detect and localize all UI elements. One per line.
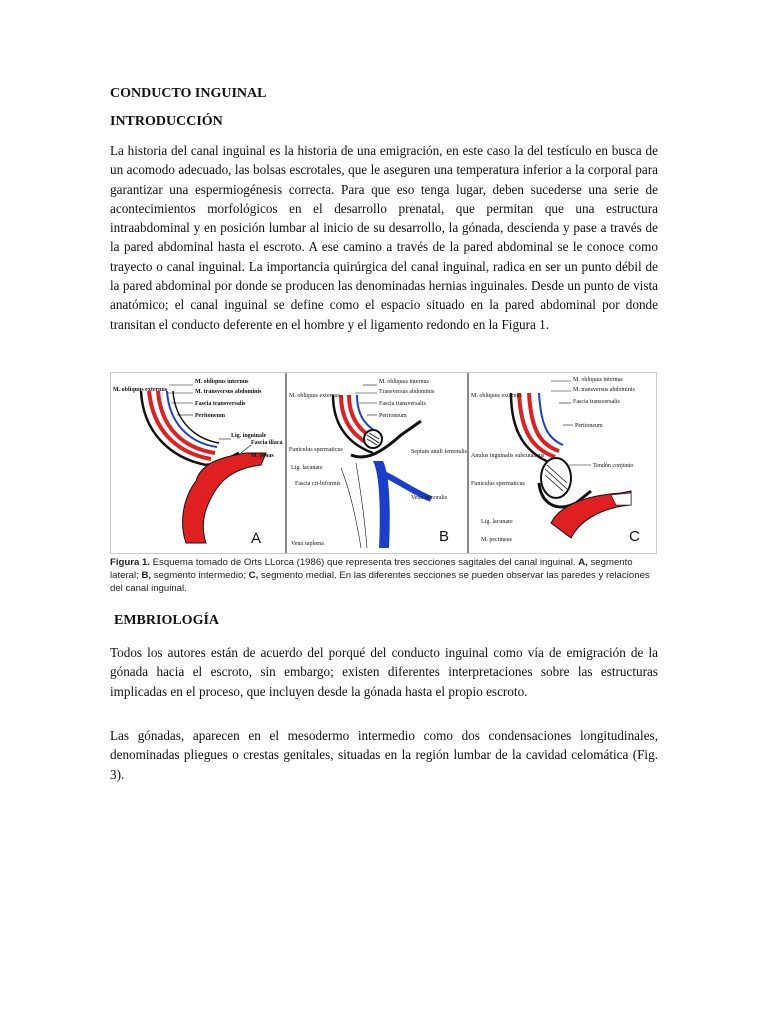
- label-a-fascia-iliaca: Fascia iliaca: [251, 440, 283, 446]
- label-a-transversus: M. transversus abdominis: [195, 389, 262, 395]
- label-b-vena-femoralis: Vena femoralis: [411, 495, 448, 501]
- label-c-obliquus-externus: M. obliquus externus: [471, 393, 522, 399]
- figure-1-diagram: [110, 372, 657, 554]
- label-b-fascia-transversalis: Fascia transversalis: [379, 401, 426, 407]
- caption-text-1: Esquema tomado de Orts LLorca (1986) que representa tres secciones sagitales del canal inguinal.: [152, 557, 576, 568]
- caption-label: Figura 1.: [110, 557, 150, 568]
- paragraph-embriologia-1: Todos los autores están de acuerdo del porqué del conducto inguinal como vía de emigración de la gónada hacia el escroto, sin embargo; existen diferentes interpretaciones sobre las estructuras implicadas en el proceso, que incluyen desde la gónada hasta el propio escroto.: [110, 645, 658, 699]
- label-c-anulus: Anulus inguinalis subcutaneus: [471, 453, 545, 459]
- label-b-vena-saphena: Vena saphena: [291, 541, 324, 547]
- label-b-septum: Septum anuli femoralis: [411, 449, 467, 455]
- panel-a-letter: A: [251, 530, 262, 547]
- section-heading-introduccion: INTRODUCCIÓN: [110, 114, 223, 129]
- panel-c: [471, 377, 640, 545]
- label-c-tendon-conjunto: Tendón conjunto: [593, 463, 634, 469]
- panel-a: [113, 379, 283, 547]
- label-c-pectineus: M. pectineus: [481, 537, 512, 543]
- caption-b: B,: [141, 570, 152, 581]
- label-c-transversus: M. transversus abdominis: [573, 387, 635, 393]
- label-c-fascia-transversalis: Fascia transversalis: [573, 399, 620, 405]
- label-b-transversus: Transversus abdominis: [379, 389, 435, 395]
- caption-a: A,: [578, 557, 588, 568]
- label-a-obliquus-internus: M. obliquus internus: [195, 379, 249, 385]
- paragraph-embriologia-2: Las gónadas, aparecen en el mesodermo intermedio como dos condensaciones longitudinales, denominadas pliegues o crestas genitales, situadas en la región lumbar de la cavidad celomática (Fig. 3).: [110, 728, 658, 782]
- caption-text-4: segmento medial. En las diferentes secciones se pueden observar las paredes y relaciones del canal inguinal.: [110, 570, 650, 594]
- panel-b: [289, 379, 468, 548]
- label-b-obliquus-externus: M. obliquus externus: [289, 393, 340, 399]
- document-title: CONDUCTO INGUINAL: [110, 86, 267, 101]
- label-b-funiculus: Funiculus spermaticus: [289, 447, 343, 453]
- label-a-obliquus-externus: M. obliquus externus: [113, 387, 168, 393]
- caption-text-3: segmento intermedio;: [153, 570, 246, 581]
- caption-text-2: segmento lateral;: [110, 557, 633, 581]
- label-c-funiculus: Funiculus spermaticus: [471, 481, 525, 487]
- label-b-lig-lacunare: Lig. lacunare: [291, 465, 323, 471]
- label-c-lig-lacunare: Lig. lacunare: [481, 519, 513, 525]
- label-a-psoas: M. psoas: [251, 453, 274, 459]
- figure-1-caption: [110, 556, 658, 595]
- label-b-fascia-cribiformis: Fascia cri-biformis: [295, 481, 341, 487]
- section-heading-embriologia: EMBRIOLOGÍA: [114, 613, 220, 628]
- panel-b-letter: B: [439, 528, 450, 545]
- label-b-peritoneum: Peritoneum: [379, 413, 407, 419]
- label-a-lig-inguinale: Lig. inguinale: [231, 433, 267, 439]
- paragraph-introduccion: La historia del canal inguinal es la historia de una emigración, en este caso la del testículo en busca de un acomodo adecuado, las bolsas escrotales, que le aseguren una temperatura inferior a la corporal para garantizar una espermiogénesis correcta. Para que eso tenga lugar, deben sucederse una serie de acontecimientos morfológicos en el desarrollo prenatal, que permitan que una estructura intraabdominal y en posición lumbar al inicio de su desarrollo, la gónada, descienda y pase a través de la pared abdominal hasta el escroto. A ese camino a través de la pared abdominal se le conoce como trayecto o canal inguinal. La importancia quirúrgica del canal inguinal, radica en ser un punto débil de la pared abdominal por donde se producen las denominadas hernias inguinales. Desde un punto de vista anatómico; el canal inguinal se define como el espacio situado en la pared abdominal por donde transitan el conducto deferente en el hombre y el ligamento redondo en la Figura 1.: [110, 143, 658, 332]
- panel-c-letter: C: [629, 528, 640, 545]
- caption-c: C,: [248, 570, 259, 581]
- label-a-peritoneum: Peritoneum: [195, 413, 225, 419]
- label-c-obliquus-internus: M. obliquus internus: [573, 377, 623, 383]
- label-c-peritoneum: Peritoneum: [575, 423, 603, 429]
- label-a-fascia-transversalis: Fascia transversalis: [195, 401, 246, 407]
- label-b-obliquus-internus: M. obliquus internus: [379, 379, 429, 385]
